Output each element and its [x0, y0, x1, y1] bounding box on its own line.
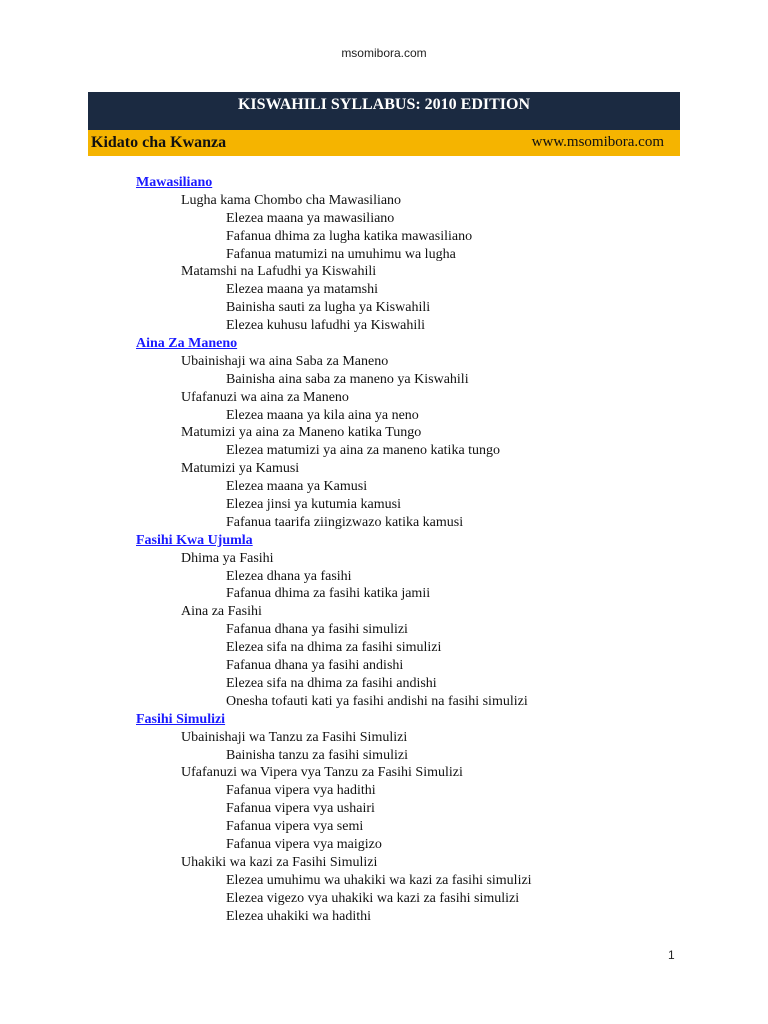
- subtopic-row: [0, 460, 768, 478]
- objective-row: [0, 281, 768, 299]
- objective-row: [0, 621, 768, 639]
- objective-text: Fafanua dhana ya fasihi andishi: [226, 658, 404, 674]
- objective-row: [0, 639, 768, 657]
- objective-row: [0, 657, 768, 675]
- objective-row: [0, 228, 768, 246]
- section: [0, 711, 768, 926]
- subtopic-text: Lugha kama Chombo cha Mawasiliano: [181, 192, 402, 208]
- section-heading-text[interactable]: Aina Za Maneno: [136, 336, 238, 352]
- section-heading-text[interactable]: Mawasiliano: [136, 175, 213, 190]
- subtopic-row: [0, 353, 768, 371]
- level-title: Kidato cha Kwanza: [91, 134, 227, 151]
- objective-text: Fafanua vipera vya maigizo: [226, 836, 382, 852]
- objective-text: Elezea maana ya kila aina ya neno: [226, 407, 419, 423]
- subtopic-row: [0, 764, 768, 782]
- objective-row: [0, 818, 768, 836]
- subtopic-text: Ufafanuzi wa aina za Maneno: [181, 389, 349, 405]
- section-heading-row: [0, 174, 768, 192]
- objective-row: [0, 246, 768, 264]
- objective-row: [0, 800, 768, 818]
- subtopic-row: [0, 192, 768, 210]
- subtopic-row: [0, 550, 768, 568]
- objective-text: Bainisha tanzu za fasihi simulizi: [226, 747, 408, 763]
- objective-row: [0, 693, 768, 711]
- objective-row: [0, 568, 768, 586]
- objective-row: [0, 890, 768, 908]
- objective-text: Fafanua vipera vya semi: [226, 819, 364, 835]
- subtopic-text: Ufafanuzi wa Vipera vya Tanzu za Fasihi Simulizi: [181, 765, 463, 781]
- objective-row: [0, 496, 768, 514]
- objective-row: [0, 478, 768, 496]
- subtopic-text: Matamshi na Lafudhi ya Kiswahili: [181, 264, 377, 280]
- objective-row: [0, 371, 768, 389]
- subtopic-row: [0, 389, 768, 407]
- subtopic-text: Dhima ya Fasihi: [181, 550, 274, 566]
- subtopic-text: Aina za Fasihi: [181, 604, 262, 620]
- objective-text: Fafanua dhima za lugha katika mawasiliano: [226, 228, 473, 244]
- objective-text: Elezea sifa na dhima za fasihi simulizi: [226, 640, 442, 656]
- objective-text: Fafanua matumizi na umuhimu wa lugha: [226, 246, 456, 262]
- objective-row: [0, 299, 768, 317]
- objective-row: [0, 747, 768, 765]
- objective-row: [0, 872, 768, 890]
- objective-text: Fafanua dhima za fasihi katika jamii: [226, 586, 431, 602]
- subtopic-text: Ubainishaji wa aina Saba za Maneno: [181, 353, 389, 369]
- section: [0, 532, 768, 711]
- objective-row: [0, 210, 768, 228]
- subtopic-text: Matumizi ya aina za Maneno katika Tungo: [181, 425, 422, 441]
- objective-text: Elezea sifa na dhima za fasihi andishi: [226, 675, 437, 691]
- subtopic-row: [0, 424, 768, 442]
- section-heading-row: [0, 711, 768, 729]
- section: [0, 335, 768, 532]
- objective-row: [0, 908, 768, 926]
- objective-text: Fafanua taarifa ziingizwazo katika kamusi: [226, 514, 464, 530]
- objective-text: Elezea uhakiki wa hadithi: [226, 908, 371, 924]
- objective-row: [0, 782, 768, 800]
- subtopic-row: [0, 263, 768, 281]
- syllabus-title-bar: [88, 92, 680, 130]
- objective-text: Elezea umuhimu wa uhakiki wa kazi za fasihi simulizi: [226, 872, 532, 888]
- section-heading-row: [0, 532, 768, 550]
- syllabus-title: KISWAHILI SYLLABUS: 2010 EDITION: [237, 96, 531, 113]
- objective-text: Elezea maana ya mawasiliano: [226, 210, 395, 226]
- objective-text: Fafanua vipera vya hadithi: [226, 783, 376, 799]
- objective-text: Onesha tofauti kati ya fasihi andishi na fasihi simulizi: [226, 693, 528, 709]
- objective-text: Elezea jinsi ya kutumia kamusi: [226, 497, 401, 513]
- objective-row: [0, 514, 768, 532]
- objective-text: Elezea kuhusu lafudhi ya Kiswahili: [226, 318, 426, 334]
- objective-text: Elezea matumizi ya aina za maneno katika tungo: [226, 443, 501, 459]
- objective-text: Elezea vigezo vya uhakiki wa kazi za fasihi simulizi: [226, 890, 520, 906]
- section-heading-row: [0, 335, 768, 353]
- objective-row: [0, 442, 768, 460]
- objective-text: Elezea maana ya Kamusi: [226, 479, 368, 495]
- section-heading-text[interactable]: Fasihi Simulizi: [136, 711, 226, 727]
- subtopic-row: [0, 603, 768, 621]
- objective-text: Fafanua vipera vya ushairi: [226, 801, 375, 817]
- objective-text: Bainisha sauti za lugha ya Kiswahili: [226, 300, 431, 316]
- site-header: msomibora.com: [341, 46, 427, 60]
- page-number: 1: [668, 948, 675, 962]
- syllabus-outline: [0, 174, 768, 925]
- subtopic-text: Ubainishaji wa Tanzu za Fasihi Simulizi: [181, 729, 408, 745]
- objective-text: Bainisha aina saba za maneno ya Kiswahili: [226, 371, 469, 387]
- objective-row: [0, 836, 768, 854]
- level-bar: [88, 130, 680, 156]
- subtopic-row: [0, 854, 768, 872]
- objective-text: Elezea maana ya matamshi: [226, 282, 378, 298]
- section-heading-text[interactable]: Fasihi Kwa Ujumla: [136, 532, 253, 548]
- section: [0, 174, 768, 335]
- objective-text: Elezea dhana ya fasihi: [226, 568, 352, 584]
- subtopic-row: [0, 729, 768, 747]
- objective-row: [0, 675, 768, 693]
- objective-row: [0, 317, 768, 335]
- objective-text: Fafanua dhana ya fasihi simulizi: [226, 622, 408, 638]
- objective-row: [0, 407, 768, 425]
- subtopic-text: Uhakiki wa kazi za Fasihi Simulizi: [181, 854, 378, 870]
- objective-row: [0, 585, 768, 603]
- subtopic-text: Matumizi ya Kamusi: [181, 461, 300, 477]
- level-url[interactable]: www.msomibora.com: [531, 134, 664, 150]
